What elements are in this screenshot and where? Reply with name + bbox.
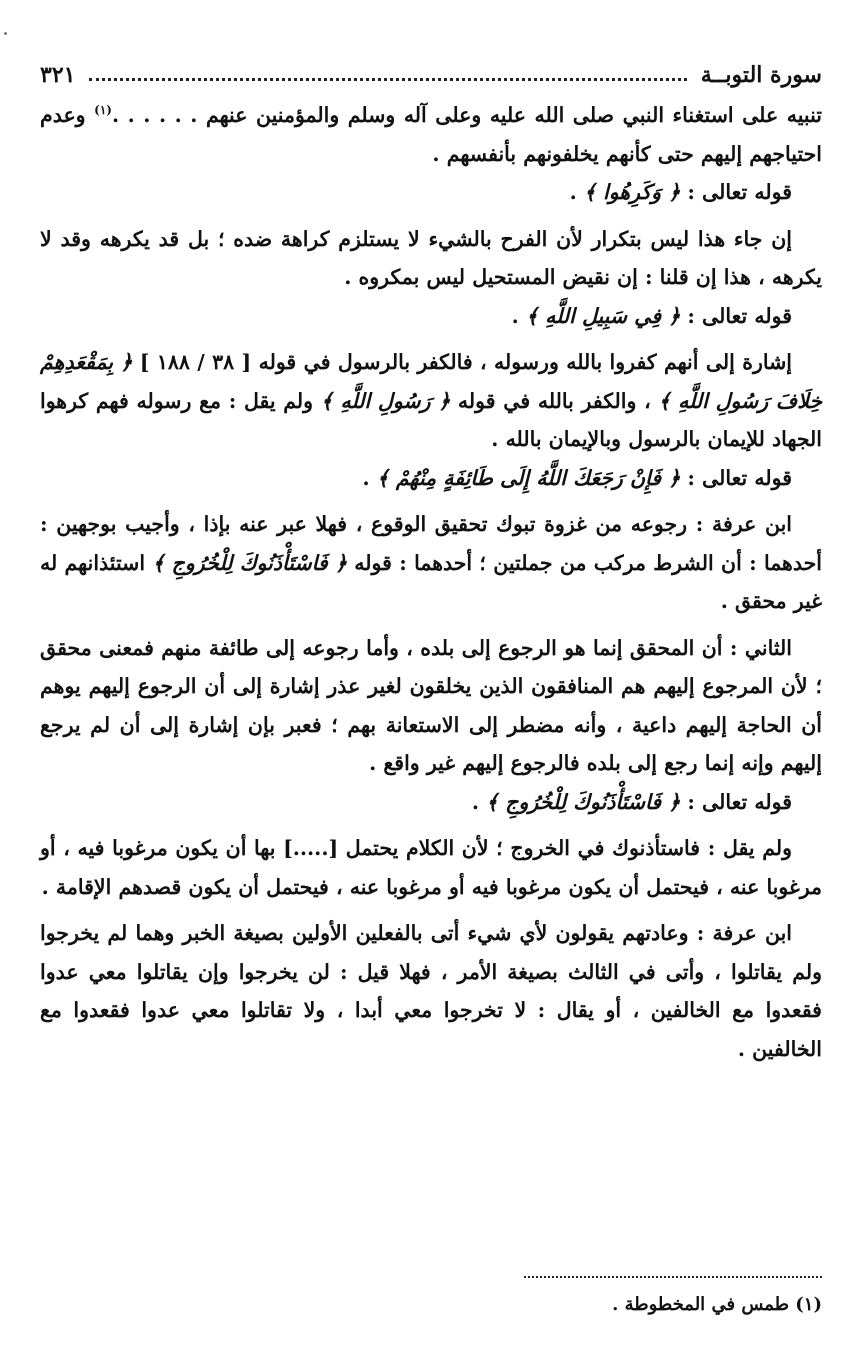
text-run: إشارة إلى أنهم كفروا بالله ورسوله ، فالكفر بالرسول في قوله [ ٣٨ / ١٨٨ ] [132, 350, 792, 374]
footnote: (١) طمس في المخطوطة . [612, 1294, 822, 1315]
text-run: ابن عرفة : رجوعه من غزوة تبوك تحقيق الوقوع ، فهلا عبر عنه بإذا ، وأجيب بوجهين : أحدهما : أن الشرط مركب من جملتين ؛ أحدهما : قوله [40, 512, 822, 575]
paragraph-p3 [40, 220, 822, 297]
text-run: استئذانهم له غير محقق . [40, 550, 822, 613]
text-run: . [569, 180, 584, 204]
header-dotted-leader [89, 78, 686, 81]
text-run: ، والكفر بالله في قوله [450, 388, 659, 413]
text-run: وعدم احتياجهم إليهم حتى كأنهم يخلفونهم بأنفسهم . [40, 103, 822, 166]
footnote-marker: (١) [94, 103, 112, 118]
text-run: قوله تعالى : [680, 465, 792, 490]
paragraph-p2 [40, 173, 822, 212]
text-run: قوله تعالى : [680, 180, 792, 204]
surah-title: سورة التوبــة [700, 62, 822, 88]
text-run: إن جاء هذا ليس بتكرار لأن الفرح بالشيء لا يستلزم كراهة ضده ؛ بل قد يكرهه وقد لا يكرهه ، هذا إن قلنا : إن نقيض المستحيل ليس بمكروه . [40, 226, 822, 289]
quran-quote: ﴿ فَاسْتَأْذَنُوكَ لِلْخُرُوجِ ﴾ [486, 789, 681, 814]
text-run: ولم يقل : فاستأذنوك في الخروج ؛ لأن الكلام يحتمل [.....] بها أن يكون مرغوبا فيه ، أو مرغوبا عنه ، فيحتمل أن يكون مرغوبا فيه أو مرغوبا عنه ، فيحتمل أن يكون قصدهم الإقامة . [40, 836, 822, 899]
text-run: الثاني : أن المحقق إنما هو الرجوع إلى بلده ، وأما رجوعه إلى طائفة منهم فمعنى محقق ؛ لأن المرجوع إليهم هم المنافقون الذين يخلقون لغير عذر إشارة إلى أن الرجوع إليهم يوهم أن الحاجة إليهم داعية ، وأنه مضطر إلى الاستعانة بهم ؛ فعبر بإن إشارة إلى أن لم يرجع إليهم وإنه إنما رجع إلى بلده فالرجوع إليهم غير واقع . [40, 635, 822, 775]
page-number: ٣٢١ [40, 62, 76, 88]
quran-quote: ﴿ فَإِنْ رَجَعَكَ اللَّهُ إِلَى طَائِفَةٍ مِنْهُمْ ﴾ [376, 465, 681, 490]
paragraph-p6 [40, 459, 822, 498]
quran-quote: ﴿ وَكَرِهُوا ﴾ [583, 180, 681, 204]
paragraph-p7 [40, 505, 822, 621]
paragraph-p10 [40, 829, 822, 906]
paragraph-p4 [40, 297, 822, 336]
paragraph-p1 [40, 96, 822, 173]
quran-quote: ﴿ بِمَقْعَدِهِمْ خِلَافَ رَسُولِ اللَّهِ ﴾ [40, 350, 822, 413]
text-run: ابن عرفة : وعادتهم يقولون لأي شيء أتى بالفعلين الأولين بصيغة الخبر وهما لم يخرجوا ولم يقاتلوا ، وأتى في الثالث بصيغة الأمر ، فهلا قيل : لن يخرجوا وإن يقاتلوا معي عدوا فقعدوا مع الخالفين ، أو يقال : لا تخرجوا معي أبدا ، ولا تقاتلوا معي عدوا فقعدوا مع الخالفين . [40, 921, 822, 1061]
paragraph-p8 [40, 629, 822, 783]
paragraph-p11 [40, 914, 822, 1068]
running-header [40, 58, 822, 92]
text-run: تنبيه على استغناء النبي صلى الله عليه وعلى آله وسلم والمؤمنين عنهم . . . . . . [111, 103, 822, 127]
quran-quote: ﴿ فَاسْتَأْذَنُوكَ لِلْخُرُوجِ ﴾ [152, 550, 347, 575]
text-run: ولم يقل : مع رسوله فهم كرهوا الجهاد للإيمان بالرسول وبالإيمان بالله . [40, 388, 822, 451]
paragraph-p5 [40, 343, 822, 459]
text-run: . [471, 789, 487, 814]
paragraph-p9 [40, 783, 822, 822]
scan-speck [4, 32, 7, 35]
text-run: قوله تعالى : [680, 789, 792, 814]
footnote-separator [524, 1276, 822, 1278]
quran-quote: ﴿ فِي سَبِيلِ اللَّهِ ﴾ [525, 303, 681, 328]
text-run: . [362, 465, 377, 490]
text-run: قوله تعالى : [680, 303, 792, 328]
quran-quote: ﴿ رَسُولِ اللَّهِ ﴾ [320, 388, 451, 413]
main-text [40, 96, 822, 1068]
text-run: . [511, 303, 526, 328]
